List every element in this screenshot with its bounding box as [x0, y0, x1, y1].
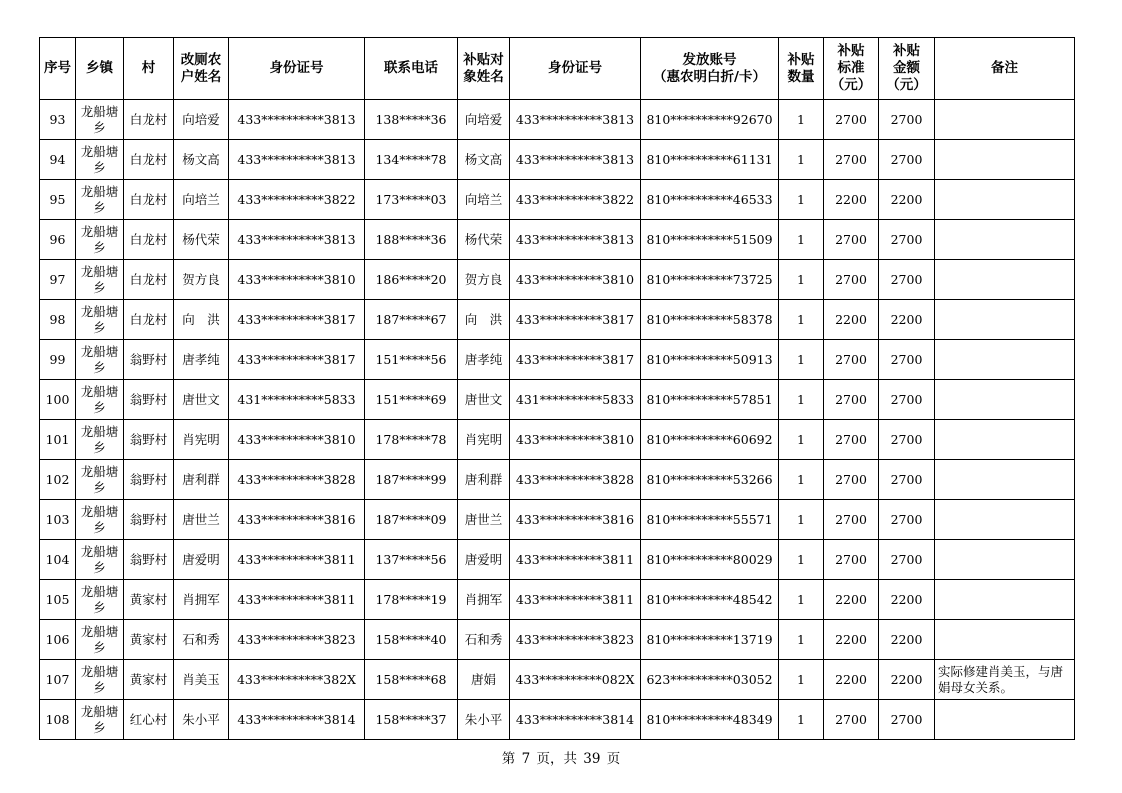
cell-remarks — [935, 100, 1075, 140]
cell-payment-account: 810**********46533 — [641, 180, 779, 220]
table-row — [40, 220, 1075, 260]
cell-household-name: 石和秀 — [174, 620, 229, 660]
cell-serial-number: 108 — [40, 700, 76, 740]
cell-township: 龙船塘乡 — [76, 540, 124, 580]
cell-township: 龙船塘乡 — [76, 420, 124, 460]
cell-subsidy-recipient: 杨代荣 — [458, 220, 510, 260]
cell-township: 龙船塘乡 — [76, 340, 124, 380]
cell-subsidy-standard: 2700 — [824, 380, 879, 420]
cell-township: 龙船塘乡 — [76, 460, 124, 500]
cell-township: 龙船塘乡 — [76, 500, 124, 540]
cell-payment-account: 810**********13719 — [641, 620, 779, 660]
cell-subsidy-amount: 2200 — [879, 620, 935, 660]
cell-id-number: 433**********3816 — [229, 500, 365, 540]
cell-id-number: 433**********3811 — [229, 580, 365, 620]
cell-payment-account: 810**********55571 — [641, 500, 779, 540]
cell-id-number: 433**********3813 — [229, 140, 365, 180]
cell-subsidy-quantity: 1 — [779, 100, 824, 140]
cell-recipient-id-number: 433**********082X — [510, 660, 641, 700]
cell-subsidy-amount: 2700 — [879, 380, 935, 420]
cell-payment-account: 810**********61131 — [641, 140, 779, 180]
header-village: 村 — [124, 38, 174, 100]
cell-subsidy-recipient: 唐世兰 — [458, 500, 510, 540]
cell-payment-account: 810**********58378 — [641, 300, 779, 340]
cell-subsidy-amount: 2700 — [879, 700, 935, 740]
cell-serial-number: 94 — [40, 140, 76, 180]
cell-serial-number: 95 — [40, 180, 76, 220]
cell-phone: 187*****99 — [365, 460, 458, 500]
cell-remarks — [935, 460, 1075, 500]
table-row — [40, 500, 1075, 540]
cell-phone: 188*****36 — [365, 220, 458, 260]
cell-remarks — [935, 220, 1075, 260]
cell-recipient-id-number: 433**********3817 — [510, 300, 641, 340]
cell-subsidy-amount: 2700 — [879, 460, 935, 500]
cell-subsidy-recipient: 唐孝纯 — [458, 340, 510, 380]
header-serial-number: 序号 — [40, 38, 76, 100]
table-row — [40, 540, 1075, 580]
cell-remarks: 实际修建肖美玉，与唐娟母女关系。 — [935, 660, 1075, 700]
cell-serial-number: 99 — [40, 340, 76, 380]
cell-subsidy-quantity: 1 — [779, 660, 824, 700]
cell-subsidy-quantity: 1 — [779, 180, 824, 220]
cell-subsidy-recipient: 肖宪明 — [458, 420, 510, 460]
table-row — [40, 660, 1075, 700]
cell-subsidy-recipient: 贺方良 — [458, 260, 510, 300]
cell-village: 白龙村 — [124, 100, 174, 140]
cell-subsidy-standard: 2200 — [824, 180, 879, 220]
cell-id-number: 433**********3822 — [229, 180, 365, 220]
cell-subsidy-quantity: 1 — [779, 620, 824, 660]
cell-subsidy-standard: 2700 — [824, 420, 879, 460]
cell-subsidy-amount: 2700 — [879, 100, 935, 140]
cell-village: 白龙村 — [124, 300, 174, 340]
header-id-number: 身份证号 — [229, 38, 365, 100]
cell-id-number: 433**********3828 — [229, 460, 365, 500]
cell-township: 龙船塘乡 — [76, 300, 124, 340]
cell-phone: 151*****56 — [365, 340, 458, 380]
cell-subsidy-recipient: 唐爱明 — [458, 540, 510, 580]
cell-payment-account: 810**********50913 — [641, 340, 779, 380]
cell-phone: 158*****37 — [365, 700, 458, 740]
table-row — [40, 580, 1075, 620]
cell-subsidy-standard: 2700 — [824, 500, 879, 540]
cell-subsidy-amount: 2200 — [879, 660, 935, 700]
cell-subsidy-quantity: 1 — [779, 460, 824, 500]
cell-village: 红心村 — [124, 700, 174, 740]
cell-serial-number: 100 — [40, 380, 76, 420]
table-row — [40, 100, 1075, 140]
cell-serial-number: 101 — [40, 420, 76, 460]
header-recipient-id-number: 身份证号 — [510, 38, 641, 100]
cell-phone: 158*****68 — [365, 660, 458, 700]
table-body — [40, 100, 1075, 740]
table-header — [40, 38, 1075, 100]
header-household-name: 改厕农 户姓名 — [174, 38, 229, 100]
cell-village: 翁野村 — [124, 420, 174, 460]
cell-id-number: 433**********3810 — [229, 260, 365, 300]
subsidy-table — [39, 37, 1075, 740]
cell-household-name: 朱小平 — [174, 700, 229, 740]
cell-remarks — [935, 700, 1075, 740]
cell-remarks — [935, 140, 1075, 180]
cell-village: 翁野村 — [124, 340, 174, 380]
cell-subsidy-standard: 2700 — [824, 220, 879, 260]
header-subsidy-quantity: 补贴 数量 — [779, 38, 824, 100]
cell-phone: 187*****09 — [365, 500, 458, 540]
cell-recipient-id-number: 433**********3828 — [510, 460, 641, 500]
cell-subsidy-recipient: 杨文高 — [458, 140, 510, 180]
cell-recipient-id-number: 433**********3810 — [510, 420, 641, 460]
cell-recipient-id-number: 433**********3814 — [510, 700, 641, 740]
cell-remarks — [935, 380, 1075, 420]
cell-subsidy-amount: 2700 — [879, 340, 935, 380]
cell-recipient-id-number: 433**********3811 — [510, 580, 641, 620]
cell-subsidy-amount: 2200 — [879, 300, 935, 340]
cell-subsidy-standard: 2200 — [824, 620, 879, 660]
cell-remarks — [935, 540, 1075, 580]
cell-serial-number: 97 — [40, 260, 76, 300]
cell-household-name: 肖美玉 — [174, 660, 229, 700]
cell-township: 龙船塘乡 — [76, 220, 124, 260]
cell-village: 白龙村 — [124, 180, 174, 220]
cell-household-name: 向 洪 — [174, 300, 229, 340]
cell-recipient-id-number: 433**********3823 — [510, 620, 641, 660]
cell-subsidy-standard: 2200 — [824, 580, 879, 620]
cell-subsidy-standard: 2700 — [824, 100, 879, 140]
cell-township: 龙船塘乡 — [76, 620, 124, 660]
cell-subsidy-amount: 2200 — [879, 580, 935, 620]
cell-subsidy-quantity: 1 — [779, 420, 824, 460]
cell-subsidy-recipient: 肖拥军 — [458, 580, 510, 620]
cell-phone: 151*****69 — [365, 380, 458, 420]
cell-village: 黄家村 — [124, 660, 174, 700]
cell-household-name: 肖宪明 — [174, 420, 229, 460]
cell-phone: 158*****40 — [365, 620, 458, 660]
footer-suffix: 页 — [606, 751, 621, 767]
cell-subsidy-amount: 2200 — [879, 180, 935, 220]
cell-township: 龙船塘乡 — [76, 180, 124, 220]
cell-subsidy-standard: 2200 — [824, 660, 879, 700]
cell-id-number: 433**********3817 — [229, 340, 365, 380]
table-row — [40, 140, 1075, 180]
footer-page-number: 7 — [521, 751, 531, 767]
cell-serial-number: 102 — [40, 460, 76, 500]
cell-payment-account: 810**********51509 — [641, 220, 779, 260]
cell-phone: 186*****20 — [365, 260, 458, 300]
table-row — [40, 180, 1075, 220]
table-row — [40, 700, 1075, 740]
cell-subsidy-standard: 2200 — [824, 300, 879, 340]
cell-subsidy-quantity: 1 — [779, 300, 824, 340]
cell-household-name: 唐爱明 — [174, 540, 229, 580]
cell-subsidy-amount: 2700 — [879, 140, 935, 180]
cell-serial-number: 107 — [40, 660, 76, 700]
cell-id-number: 433**********3813 — [229, 220, 365, 260]
cell-household-name: 贺方良 — [174, 260, 229, 300]
cell-payment-account: 810**********53266 — [641, 460, 779, 500]
cell-recipient-id-number: 433**********3811 — [510, 540, 641, 580]
header-row — [40, 38, 1075, 100]
cell-subsidy-recipient: 石和秀 — [458, 620, 510, 660]
cell-payment-account: 810**********57851 — [641, 380, 779, 420]
cell-id-number: 433**********3814 — [229, 700, 365, 740]
cell-township: 龙船塘乡 — [76, 100, 124, 140]
table-row — [40, 460, 1075, 500]
cell-id-number: 433**********3823 — [229, 620, 365, 660]
cell-remarks — [935, 300, 1075, 340]
cell-township: 龙船塘乡 — [76, 140, 124, 180]
cell-payment-account: 810**********73725 — [641, 260, 779, 300]
cell-subsidy-standard: 2700 — [824, 540, 879, 580]
cell-subsidy-quantity: 1 — [779, 500, 824, 540]
cell-subsidy-standard: 2700 — [824, 460, 879, 500]
cell-subsidy-standard: 2700 — [824, 700, 879, 740]
cell-recipient-id-number: 433**********3822 — [510, 180, 641, 220]
cell-remarks — [935, 580, 1075, 620]
cell-village: 黄家村 — [124, 620, 174, 660]
cell-recipient-id-number: 433**********3813 — [510, 100, 641, 140]
header-subsidy-amount: 补贴 金额 （元） — [879, 38, 935, 100]
table-row — [40, 340, 1075, 380]
cell-phone: 178*****78 — [365, 420, 458, 460]
footer-middle: 页，共 — [536, 751, 577, 767]
cell-village: 白龙村 — [124, 220, 174, 260]
cell-phone: 187*****67 — [365, 300, 458, 340]
table-row — [40, 620, 1075, 660]
cell-subsidy-standard: 2700 — [824, 260, 879, 300]
cell-serial-number: 93 — [40, 100, 76, 140]
cell-township: 龙船塘乡 — [76, 580, 124, 620]
cell-payment-account: 623**********03052 — [641, 660, 779, 700]
cell-id-number: 433**********3813 — [229, 100, 365, 140]
cell-remarks — [935, 420, 1075, 460]
cell-household-name: 唐世兰 — [174, 500, 229, 540]
cell-subsidy-recipient: 向培爱 — [458, 100, 510, 140]
cell-village: 翁野村 — [124, 540, 174, 580]
header-township: 乡镇 — [76, 38, 124, 100]
subsidy-table-sheet — [39, 37, 1075, 740]
cell-subsidy-quantity: 1 — [779, 700, 824, 740]
cell-subsidy-quantity: 1 — [779, 540, 824, 580]
cell-subsidy-quantity: 1 — [779, 580, 824, 620]
cell-township: 龙船塘乡 — [76, 260, 124, 300]
cell-household-name: 杨文高 — [174, 140, 229, 180]
cell-phone: 178*****19 — [365, 580, 458, 620]
cell-remarks — [935, 180, 1075, 220]
footer-total-pages: 39 — [583, 751, 601, 767]
table-row — [40, 300, 1075, 340]
table-row — [40, 420, 1075, 460]
cell-phone: 138*****36 — [365, 100, 458, 140]
cell-remarks — [935, 260, 1075, 300]
cell-subsidy-amount: 2700 — [879, 540, 935, 580]
cell-subsidy-recipient: 唐世文 — [458, 380, 510, 420]
table-row — [40, 260, 1075, 300]
cell-phone: 137*****56 — [365, 540, 458, 580]
cell-id-number: 433**********3811 — [229, 540, 365, 580]
cell-id-number: 433**********3810 — [229, 420, 365, 460]
cell-household-name: 唐孝纯 — [174, 340, 229, 380]
cell-subsidy-quantity: 1 — [779, 140, 824, 180]
cell-payment-account: 810**********60692 — [641, 420, 779, 460]
cell-id-number: 433**********3817 — [229, 300, 365, 340]
cell-subsidy-recipient: 唐娟 — [458, 660, 510, 700]
cell-village: 翁野村 — [124, 500, 174, 540]
footer-prefix: 第 — [501, 751, 516, 767]
header-phone: 联系电话 — [365, 38, 458, 100]
cell-village: 翁野村 — [124, 460, 174, 500]
cell-household-name: 肖拥军 — [174, 580, 229, 620]
cell-subsidy-recipient: 朱小平 — [458, 700, 510, 740]
page-footer — [0, 747, 1122, 767]
cell-village: 白龙村 — [124, 140, 174, 180]
cell-payment-account: 810**********80029 — [641, 540, 779, 580]
cell-recipient-id-number: 433**********3813 — [510, 140, 641, 180]
cell-subsidy-quantity: 1 — [779, 380, 824, 420]
cell-household-name: 杨代荣 — [174, 220, 229, 260]
cell-township: 龙船塘乡 — [76, 660, 124, 700]
header-subsidy-recipient: 补贴对 象姓名 — [458, 38, 510, 100]
cell-subsidy-recipient: 向培兰 — [458, 180, 510, 220]
cell-household-name: 向培兰 — [174, 180, 229, 220]
cell-remarks — [935, 620, 1075, 660]
cell-subsidy-amount: 2700 — [879, 260, 935, 300]
cell-payment-account: 810**********48349 — [641, 700, 779, 740]
cell-serial-number: 106 — [40, 620, 76, 660]
cell-subsidy-recipient: 唐利群 — [458, 460, 510, 500]
cell-subsidy-amount: 2700 — [879, 220, 935, 260]
cell-recipient-id-number: 433**********3817 — [510, 340, 641, 380]
cell-remarks — [935, 340, 1075, 380]
cell-subsidy-amount: 2700 — [879, 420, 935, 460]
header-remarks: 备注 — [935, 38, 1075, 100]
cell-subsidy-amount: 2700 — [879, 500, 935, 540]
cell-village: 翁野村 — [124, 380, 174, 420]
cell-township: 龙船塘乡 — [76, 700, 124, 740]
cell-phone: 134*****78 — [365, 140, 458, 180]
cell-village: 黄家村 — [124, 580, 174, 620]
cell-serial-number: 103 — [40, 500, 76, 540]
cell-subsidy-standard: 2700 — [824, 140, 879, 180]
cell-phone: 173*****03 — [365, 180, 458, 220]
cell-serial-number: 104 — [40, 540, 76, 580]
cell-recipient-id-number: 433**********3810 — [510, 260, 641, 300]
cell-recipient-id-number: 431**********5833 — [510, 380, 641, 420]
cell-id-number: 433**********382X — [229, 660, 365, 700]
cell-serial-number: 105 — [40, 580, 76, 620]
cell-recipient-id-number: 433**********3813 — [510, 220, 641, 260]
cell-remarks — [935, 500, 1075, 540]
cell-household-name: 唐世文 — [174, 380, 229, 420]
cell-subsidy-standard: 2700 — [824, 340, 879, 380]
cell-subsidy-quantity: 1 — [779, 220, 824, 260]
cell-household-name: 向培爱 — [174, 100, 229, 140]
cell-subsidy-quantity: 1 — [779, 340, 824, 380]
cell-recipient-id-number: 433**********3816 — [510, 500, 641, 540]
cell-serial-number: 96 — [40, 220, 76, 260]
cell-subsidy-quantity: 1 — [779, 260, 824, 300]
table-row — [40, 380, 1075, 420]
cell-payment-account: 810**********48542 — [641, 580, 779, 620]
cell-id-number: 431**********5833 — [229, 380, 365, 420]
cell-village: 白龙村 — [124, 260, 174, 300]
cell-payment-account: 810**********92670 — [641, 100, 779, 140]
header-subsidy-standard: 补贴 标准 （元） — [824, 38, 879, 100]
cell-serial-number: 98 — [40, 300, 76, 340]
cell-township: 龙船塘乡 — [76, 380, 124, 420]
cell-subsidy-recipient: 向 洪 — [458, 300, 510, 340]
cell-household-name: 唐利群 — [174, 460, 229, 500]
header-payment-account: 发放账号 （惠农明白折/卡） — [641, 38, 779, 100]
